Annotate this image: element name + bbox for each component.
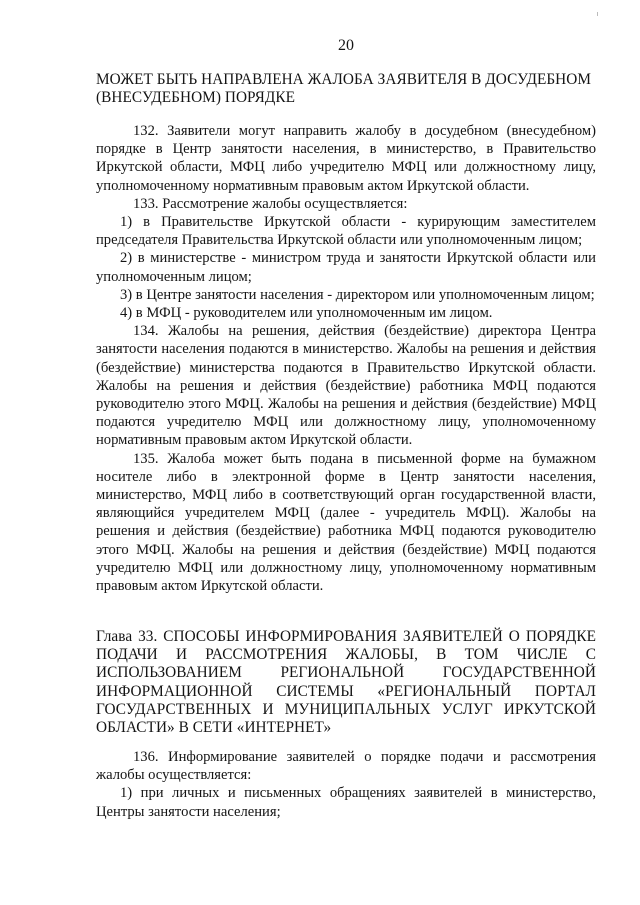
chapter-body <box>96 748 596 821</box>
list-item-2: 2) в министерстве - министром труда и занятости Иркутской области или уполномоченным лицом; <box>96 250 596 285</box>
list-item-3: 3) в Центре занятости населения - директором или уполномоченным лицом; <box>120 286 595 303</box>
section-heading: МОЖЕТ БЫТЬ НАПРАВЛЕНА ЖАЛОБА ЗАЯВИТЕЛЯ В ДОСУДЕБНОМ (ВНЕСУДЕБНОМ) ПОРЯДКЕ <box>96 71 592 107</box>
list-item-136-1: 1) при личных и письменных обращениях заявителей в министерство, Центры занятости населения; <box>96 785 596 820</box>
paragraph-134: 134. Жалобы на решения, действия (бездействие) директора Центра занятости населения подаются в министерство. Жалобы на решения и действия (бездействие) министерства подаются в Правительство Иркутской области. Жалобы на решения и действия (бездействие) работника МФЦ подаются руководителю этого МФЦ. Жалобы на решения и действия (бездействие) МФЦ подаются учредителю МФЦ или должностному лицу, уполномоченному нормативным правовым актом Иркутской области. <box>96 323 596 449</box>
paragraph-135: 135. Жалоба может быть подана в письменной форме на бумажном носителе либо в электронной форме в Центр занятости населения, министерство, МФЦ либо в соответствующий орган государственной власти, являющийся учредителем МФЦ (далее - учредитель МФЦ). Жалобы на решения и действия (бездействие) работника МФЦ подаются руководителю этого МФЦ. Жалобы на решения и действия (бездействие) МФЦ подаются учредителю МФЦ или должностному лицу, уполномоченному нормативным правовым актом Иркутской области. <box>96 450 596 595</box>
chapter-heading: Глава 33. СПОСОБЫ ИНФОРМИРОВАНИЯ ЗАЯВИТЕЛЕЙ О ПОРЯДКЕ ПОДАЧИ И РАССМОТРЕНИЯ ЖАЛОБЫ, В ТОМ ЧИСЛЕ С ИСПОЛЬЗОВАНИЕМ РЕГИОНАЛЬНОЙ ГОСУДАРСТВЕННОЙ ИНФОРМАЦИОННОЙ СИСТЕМЫ «РЕГИОНАЛЬНЫЙ ПОРТАЛ ГОСУДАРСТВЕННЫХ И МУНИЦИПАЛЬНЫХ УСЛУГ ИРКУТСКОЙ ОБЛАСТИ» В СЕТИ «ИНТЕРНЕТ» <box>96 628 596 737</box>
paragraph-132: 132. Заявители могут направить жалобу в досудебном (внесудебном) порядке в Центр занятости населения, в министерство, в Правительство Иркутской области, МФЦ либо учредителю МФЦ или должностному лицу, уполномоченному нормативным правовым актом Иркутской области. <box>96 123 596 194</box>
list-item-1: 1) в Правительстве Иркутской области - курирующим заместителем председателя Правительства Иркутской области или уполномоченным лицом; <box>96 214 596 249</box>
scan-mark <box>597 12 598 16</box>
paragraph-133: 133. Рассмотрение жалобы осуществляется: <box>133 195 408 212</box>
list-item-4: 4) в МФЦ - руководителем или уполномоченным им лицом. <box>120 305 493 322</box>
page-number: 20 <box>338 37 354 54</box>
section-body <box>96 122 596 595</box>
paragraph-136: 136. Информирование заявителей о порядке подачи и рассмотрения жалобы осуществляется: <box>96 749 596 784</box>
